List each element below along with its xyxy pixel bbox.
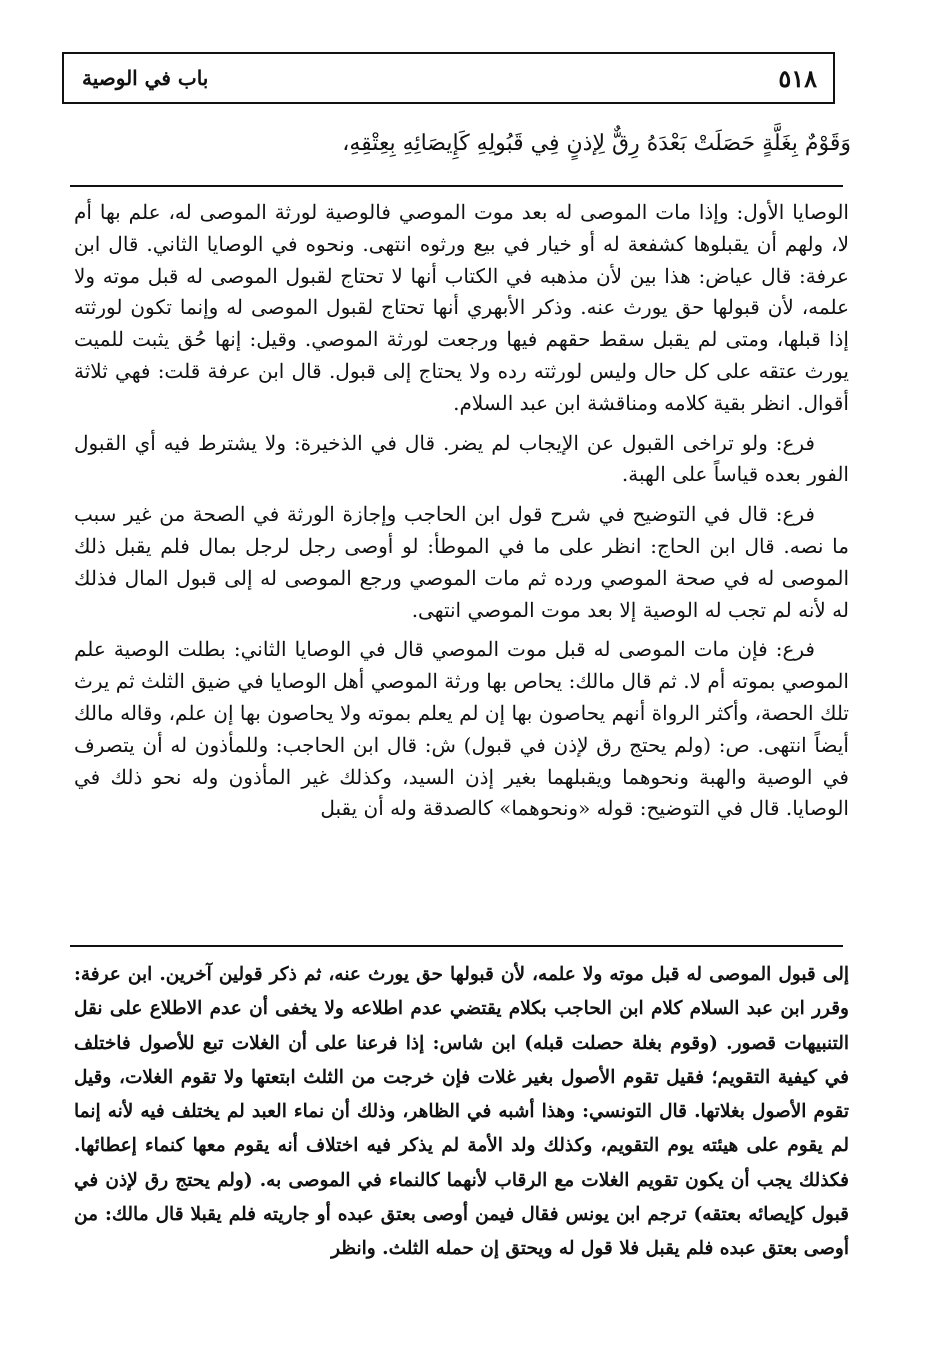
page-header [62, 52, 835, 104]
paragraph-2: فرع: ولو تراخى القبول عن الإيجاب لم يضر. قال في الذخيرة: ولا يشترط فيه أي القبول الفور بعده قياساً على الهبة. [74, 430, 849, 487]
footnote-section [74, 958, 849, 1267]
paragraph-3: فرع: قال في التوضيح في شرح قول ابن الحاجب وإجازة الورثة في الصحة من غير سبب ما نصه. قال ابن الحاج: انظر على ما في الموطأ: لو أوصى رجل لرجل بمال فلم يقبل ذلك الموصى له في صحة الموصي ورده ثم مات الموصي ورجع الموصى له إلى قبول المال فذلك له لأنه لم تجب له الوصية إلا بعد موت الموصي انتهى. [74, 502, 849, 622]
footnote-text: إلى قبول الموصى له قبل موته ولا علمه، لأن قبولها حق يورث عنه، ثم ذكر قولين آخرين. ابن عرفة: وقرر ابن عبد السلام كلام ابن الحاجب بكلام يقتضي عدم اطلاعه ولا يخفى أن عدم الاطلاع على نقل التنبيهات قصور. (وقوم بغلة حصلت قبله) ابن شاس: إذا فرعنا على أن الغلات تبع للأصول فاختلف في كيفية التقويم؛ فقيل تقوم الأصول بغير غلات فإن خرجت من الثلث ابتعتها ولا تقوم الغلات، وقيل تقوم الأصول بغلاتها. قال التونسي: وهذا أشبه في الظاهر، وذلك أن نماء العبد لم يختلف فيه لأنه إنما لم يقوم على هيئته يوم التقويم، وكذلك ولد الأمة لم يذكر فيه اختلاف أنه يقوم معها كنماء إعطائها. فكذلك يجب أن يكون تقويم الغلات مع الرقاب لأنهما كالنماء في الموصى به. (ولم يحتج رق لإذن في قبول كإيصائه بعتقه) ترجم ابن يونس فقال فيمن أوصى بعتق عبده أو جاريته فلم يقبلا قال مالك: من أوصى بعتق عبده فلم يقبل فلا قول له ويحتق إن حمله الثلث. وانظر [74, 964, 849, 1260]
footnote-divider [70, 945, 843, 947]
matn-verse: وَقَوْمٌ بِغَلَّةٍ حَصَلَتْ بَعْدَهُ رِقٌّ لِإذنٍ فِي قَبُولِهِ كَإِيصَائِهِ بِعِتْقِهِ، [342, 131, 851, 156]
chapter-title: باب في الوصية [82, 66, 209, 90]
page-number: ٥١٨ [778, 64, 817, 93]
top-divider [70, 185, 843, 187]
paragraph-1: الوصايا الأول: وإذا مات الموصى له بعد موت الموصي فالوصية لورثة الموصى له، علم بها أم لا، ولهم أن يقبلوها كشفعة له أو خيار في بيع ورثوه انتهى. ونحوه في الوصايا الثاني. قال ابن عرفة: قال عياض: هذا بين لأن مذهبه في الكتاب أنها لا تحتاج لقبول الموصى له قبل موته ولا علمه، لأن قبولها حق يورث عنه. وذكر الأبهري أنها تحتاج لقبول الموصى له وإنما تكون لورثته إذا قبلها، ومتى لم يقبل سقط حقهم فيها ورجعت لورثة الموصي. وقيل: إنها حُق يثبت للميت يورث عتقه على كل حال وليس لورثته رده ولا يحتاج إلى قبول. قال ابن عرفة قلت: فهي ثلاثة أقوال. انظر بقية كلامه ومناقشة ابن عبد السلام. [74, 200, 849, 415]
paragraph-4: فرع: فإن مات الموصى له قبل موت الموصي قال في الوصايا الثاني: بطلت الوصية علم الموصي بموته أم لا. ثم قال مالك: يحاص بها ورثة الموصي أهل الوصايا في ضيق الثلث ثم يرث تلك الحصة، وأكثر الرواة أنهم يحاصون بها إن لم يعلم بموته ولا يحاصون بها إن علم، وقاله مالك أيضاً انتهى. ص: (ولم يحتج رق لإذن في قبول) ش: قال ابن الحاجب: وللمأذون له أن يتصرف في الوصية والهبة ونحوهما ويقبلهما بغير إذن السيد، وكذلك غير المأذون وله نحو ذلك في الوصايا. قال في التوضيح: قوله «ونحوهما» كالصدقة وله أن يقبل [74, 637, 849, 821]
main-commentary [74, 197, 849, 833]
